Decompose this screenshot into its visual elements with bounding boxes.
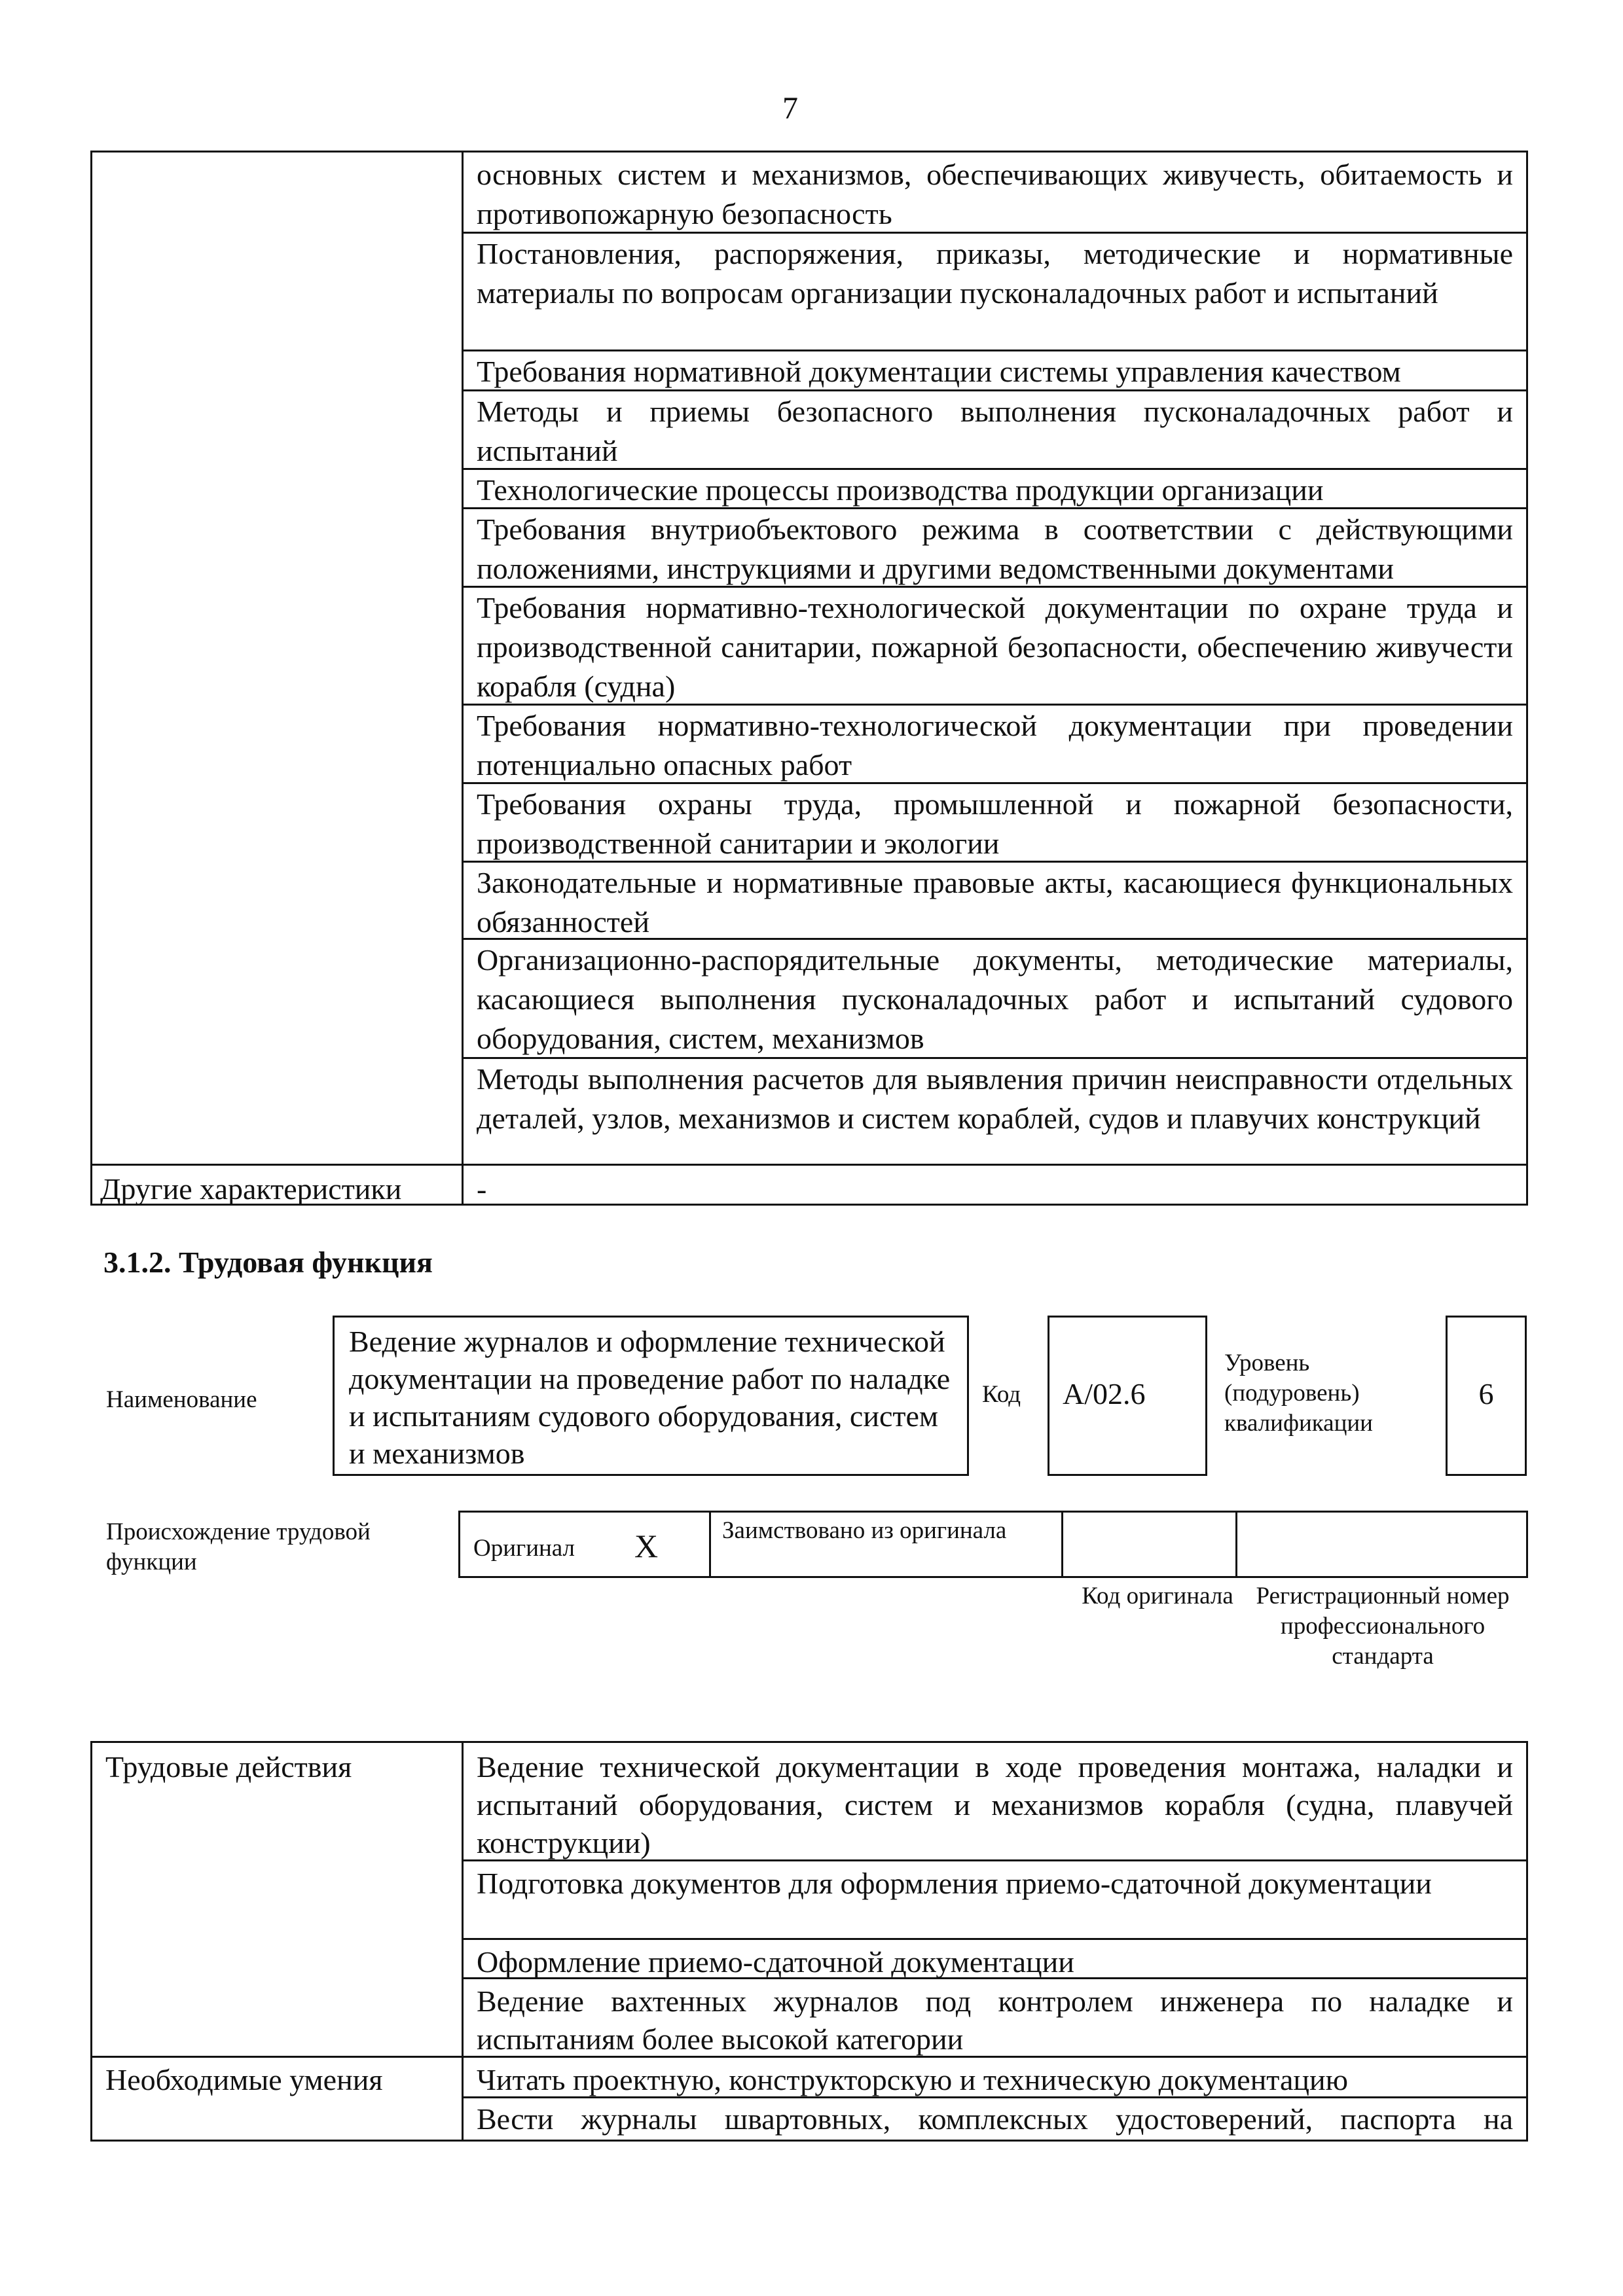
table-row [464, 350, 1526, 391]
code-box [1048, 1316, 1207, 1476]
page-number: 7 [782, 91, 798, 126]
function-name: Ведение журналов и оформление технической документации на проведение работ по наладке и испытаниям судового оборудования, систем и механизмов [349, 1325, 951, 1470]
other-characteristics-value: - [477, 1172, 487, 1206]
knowledge-item: Постановления, распоряжения, приказы, методические и нормативные материалы по вопросам организации пусконаладочных работ и испытаний [477, 237, 1513, 310]
level-box [1446, 1316, 1527, 1476]
knowledge-item: Требования внутриобъектового режима в соответствии с действующими положениями, инструкциями и другими ведомственными документами [477, 512, 1513, 585]
knowledge-item: основных систем и механизмов, обеспечивающих живучесть, обитаемость и противопожарную безопасность [477, 158, 1513, 230]
table-row [464, 152, 1526, 234]
level-value: 6 [1478, 1377, 1494, 1410]
table-row [464, 232, 1526, 351]
table-row [464, 1057, 1526, 1166]
labor-action-item: Подготовка документов для оформления приемо-сдаточной документации [477, 1867, 1432, 1900]
table-row [464, 704, 1526, 784]
knowledge-item: Требования нормативной документации системы управления качеством [477, 355, 1401, 388]
table-row [464, 468, 1526, 509]
knowledge-item: Требования охраны труда, промышленной и пожарной безопасности, производственной санитарии и экологии [477, 787, 1513, 860]
section-title: 3.1.2. Трудовая функция [103, 1246, 433, 1279]
code-original-caption: Код оригинала [1082, 1583, 1233, 1609]
labor-action-item: Ведение технической документации в ходе проведения монтажа, наладки и испытаний оборудования, систем и механизмов корабля (судна, плавучей конструкции) [477, 1750, 1513, 1859]
name-box [333, 1316, 969, 1476]
knowledge-item: Законодательные и нормативные правовые акты, касающиеся функциональных обязанностей [477, 866, 1513, 939]
table-row [464, 389, 1526, 470]
labor-actions-label: Трудовые действия [105, 1750, 352, 1784]
table-row [464, 507, 1526, 588]
borrowed-label: Заимствовано из оригинала [722, 1517, 1007, 1544]
required-skills-label: Необходимые умения [105, 2063, 383, 2096]
reg-number-caption: Регистрационный номер профессионального стандарта [1256, 1583, 1510, 1670]
table-row [464, 586, 1526, 706]
knowledge-item: Требования нормативно-технологической документации при проведении потенциально опасных работ [477, 709, 1513, 781]
level-label: Уровень (подуровень) квалификации [1224, 1350, 1373, 1437]
skill-item: Читать проектную, конструкторскую и техническую документацию [477, 2063, 1348, 2096]
knowledge-table [90, 151, 1528, 1206]
knowledge-item: Организационно-распорядительные документы, методические материалы, касающиеся выполнения пусконаладочных работ и испытаний судового оборудования, систем, механизмов [477, 943, 1513, 1055]
skill-item: Вести журналы швартовных, комплексных удостоверений, паспорта на [477, 2102, 1513, 2136]
code-value: A/02.6 [1063, 1377, 1146, 1410]
labor-action-item: Оформление приемо-сдаточной документации [477, 1945, 1074, 1979]
labor-action-item: Ведение вахтенных журналов под контролем инженера по наладке и испытаниям более высокой категории [477, 1984, 1513, 2056]
origin-label: Происхождение трудовой функции [106, 1518, 371, 1575]
table-row [464, 782, 1526, 863]
name-label: Наименование [106, 1386, 257, 1413]
knowledge-item: Методы выполнения расчетов для выявления причин неисправности отдельных деталей, узлов, механизмов и систем кораблей, судов и плавучих конструкций [477, 1062, 1513, 1135]
origin-box [458, 1511, 1528, 1578]
other-characteristics-label: Другие характеристики [100, 1172, 402, 1206]
actions-table [90, 1741, 1528, 2142]
knowledge-item: Методы и приемы безопасного выполнения пусконаладочных работ и испытаний [477, 395, 1513, 467]
table-row [464, 938, 1526, 1059]
original-mark: X [634, 1528, 659, 1564]
original-label: Оригинал [473, 1535, 575, 1562]
knowledge-item: Технологические процессы производства продукции организации [477, 473, 1324, 507]
knowledge-item: Требования нормативно-технологической документации по охране труда и производственной санитарии, пожарной безопасности, обеспечению живучести корабля (судна) [477, 591, 1513, 703]
table-row [464, 861, 1526, 940]
code-label: Код [982, 1381, 1021, 1408]
